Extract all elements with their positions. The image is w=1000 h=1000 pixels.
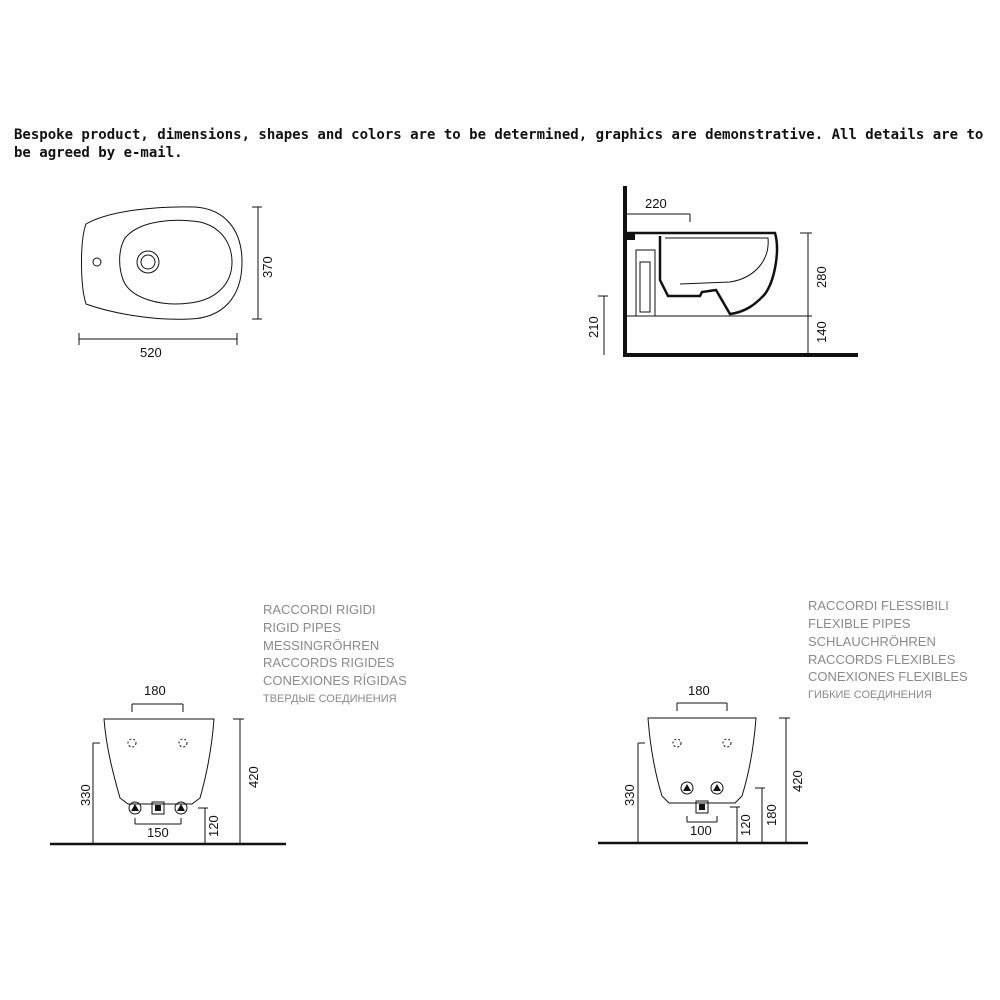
wall-bracket: [627, 232, 635, 240]
fixing-spacing-dimension: 180: [144, 683, 166, 698]
top-view: [79, 207, 275, 360]
side-view-bowl-line: [665, 238, 768, 284]
inlet-arrow-icon: [177, 804, 185, 811]
fixing-hole: [723, 739, 731, 747]
legend-line: FLEXIBLE PIPES: [808, 616, 911, 631]
fixing-height-dimension: 330: [622, 784, 637, 806]
drain-outer-ring: [137, 251, 159, 273]
fixing-height-dimension: 210: [586, 316, 601, 338]
height-dimension: 280: [814, 266, 829, 288]
outlet-spacing-dimension: 100: [690, 823, 712, 838]
fixing-spacing-dimension: 180: [688, 683, 710, 698]
tap-hole: [93, 258, 101, 266]
legend-line: RACCORDI RIGIDI: [263, 602, 376, 617]
legend-line: ТВЕРДЫЕ СОЕДИНЕНИЯ: [263, 693, 397, 705]
support-pipe: [640, 262, 650, 312]
fixing-height-dimension: 330: [78, 784, 93, 806]
floor-gap-dimension: 140: [814, 321, 829, 343]
top-view-bowl: [120, 220, 232, 304]
overall-height-dimension: 420: [246, 766, 261, 788]
overall-height-dimension: 420: [790, 770, 805, 792]
rigid-pipes-view: [50, 602, 407, 844]
legend-line: RIGID PIPES: [263, 620, 342, 635]
disclaimer-text: Bespoke product, dimensions, shapes and colors are to be determined, graphics are demonstrative. All details are to be agreed by e-mail.: [14, 127, 984, 161]
legend-line: RACCORDS RIGIDES: [263, 655, 395, 670]
legend-line: CONEXIONES RÍGIDAS: [263, 673, 407, 688]
legend-line: SCHLAUCHRÖHREN: [808, 634, 936, 649]
drain-outlet-core: [699, 804, 705, 810]
fixing-hole: [179, 739, 187, 747]
front-view-outline: [104, 719, 214, 804]
support-block: [636, 250, 655, 316]
depth-dimension: 370: [260, 256, 275, 278]
front-view-outline: [648, 718, 756, 803]
width-dimension: 520: [140, 345, 162, 360]
drain-inner-ring: [141, 255, 155, 269]
flexible-pipes-view: [598, 598, 968, 843]
outlet-height-dimension: 120: [206, 815, 221, 837]
inlet-arrow-icon: [713, 784, 721, 791]
side-view: [586, 186, 858, 356]
top-view-outline: [82, 207, 243, 319]
fixing-hole: [673, 739, 681, 747]
side-view-body: [627, 233, 777, 314]
inlet-arrow-icon: [131, 804, 139, 811]
legend-line: RACCORDI FLESSIBILI: [808, 598, 949, 613]
drain-outlet-core: [155, 805, 161, 811]
legend-line: RACCORDS FLEXIBLES: [808, 652, 956, 667]
legend-line: CONEXIONES FLEXIBLES: [808, 669, 968, 684]
outlet-height-dimension: 120: [738, 814, 753, 836]
fixing-hole: [128, 739, 136, 747]
legend-line: MESSINGRÖHREN: [263, 638, 380, 653]
legend-line: ГИБКИЕ СОЕДИНЕНИЯ: [808, 689, 932, 701]
outlet-spacing-dimension: 150: [147, 825, 169, 840]
wall-offset-dimension: 220: [645, 196, 667, 211]
inlet-arrow-icon: [683, 784, 691, 791]
inlet-height-dimension: 180: [764, 804, 779, 826]
